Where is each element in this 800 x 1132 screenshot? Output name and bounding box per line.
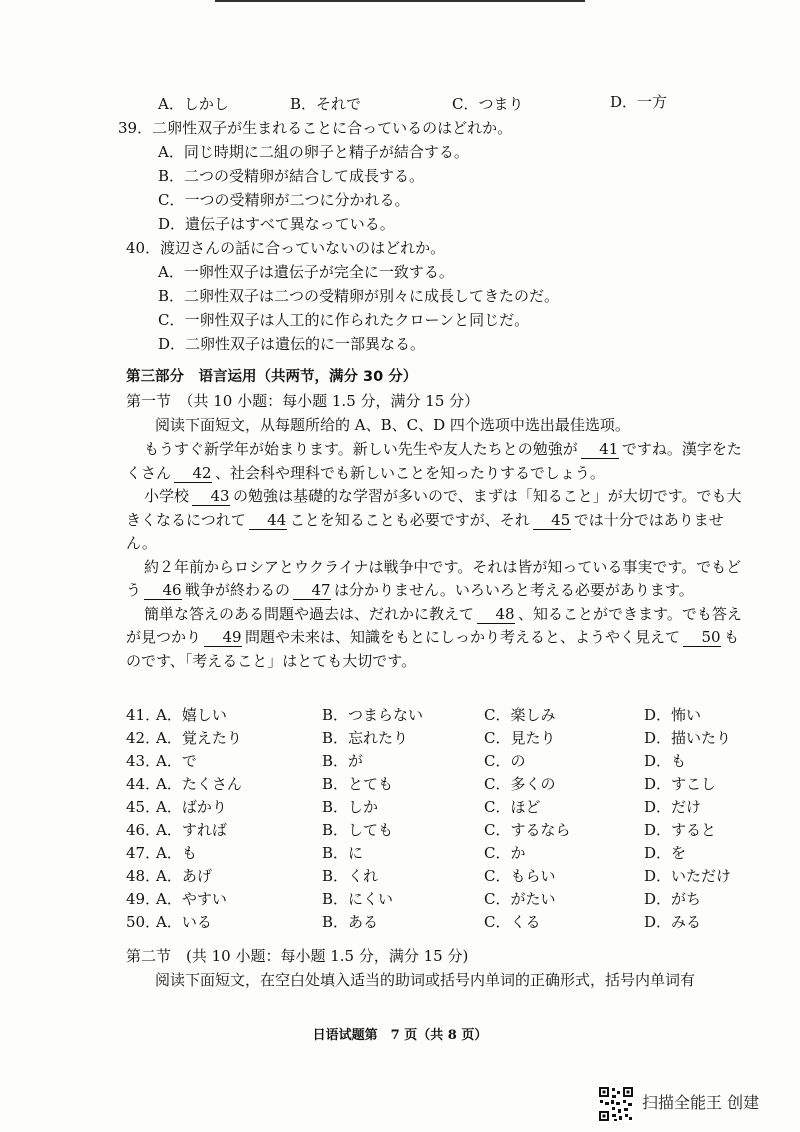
q40-stem: 40．渡辺さんの話に合っていないのはどれか。	[126, 239, 446, 257]
scanner-watermark: 扫描全能王 创建	[642, 1093, 760, 1112]
blank-43: 43	[192, 488, 230, 506]
q39-option-b: B．二つの受精卵が結合して成長する。	[158, 167, 425, 185]
blank-42: 42	[174, 465, 212, 483]
blank-44: 44	[249, 512, 287, 530]
option-row-43: 43． A．で B．が C．の D．も	[126, 752, 687, 770]
q39-option-d: D．遺伝子はすべて異なっている。	[158, 215, 395, 233]
q40-option-a: A．一卵性双子は遺伝子が完全に一致する。	[158, 263, 454, 281]
passage-paragraph-1: もうすぐ新学年が始まります。新しい先生や友人たちとの勉強が 41 ですね。漢字をたくさん 42 、社会科や理科でも新しいことを知ったりするでしょう。	[126, 440, 742, 482]
option-row-50: 50． A．いる B．ある C．くる D．みる	[126, 913, 702, 931]
blank-45: 45	[533, 512, 571, 530]
section1-title: 第一节 （共 10 小题：每小题 1.5 分，满分 15 分）	[126, 392, 480, 410]
option-row-44: 44． A．たくさん B．とても C．多くの D．すこし	[126, 775, 717, 793]
option-row-47: 47． A．も B．に C．か D．を	[126, 844, 687, 862]
blank-47: 47	[293, 582, 331, 600]
q39-option-a: A．同じ時期に二組の卵子と精子が結合する。	[158, 143, 469, 161]
q39-stem: 39．二卵性双子が生まれることに合っているのはどれか。	[118, 119, 513, 137]
passage-paragraph-4: 簡単な答えのある問題や過去は、だれかに教えて 48 、知ることができます。でも答えが見つかり 49 問題や未来は、知識をもとにしっかり考えると、ようやく見えて 50 ものです、「考えること」はとても大切です。	[126, 604, 742, 670]
section2-title: 第二节 (共 10 小题：每小题 1.5 分，满分 15 分)	[126, 947, 469, 965]
page-footer: 日语试题第 7 页（共 8 页）	[312, 1028, 488, 1043]
passage-paragraph-3: 約２年前からロシアとウクライナは戦争中です。それは皆が知っている事実です。でもどう 46 戦争が終わるの 47 は分かりません。いろいろと考える必要があります。	[126, 557, 742, 599]
blank-48: 48	[477, 606, 515, 624]
blank-46: 46	[144, 582, 182, 600]
q38-option-a: A．しかし	[158, 95, 229, 113]
q40-option-d: D．二卵性双子は遺伝的に一部異なる。	[158, 335, 426, 353]
option-row-42: 42． A．覚えたり B．忘れたり C．見たり D．描いたり	[126, 729, 732, 747]
top-edge-line	[215, 0, 585, 2]
option-row-48: 48． A．あげ B．くれ C．もらい D．いただけ	[126, 867, 732, 885]
option-row-41: 41． A．嬉しい B．つまらない C．楽しみ D．怖い	[126, 706, 702, 724]
option-row-46: 46． A．すれば B．しても C．するなら D．すると	[126, 821, 717, 839]
q38-option-c: C．つまり	[452, 95, 524, 113]
passage-paragraph-2: 小学校 43 の勉強は基礎的な学習が多いので、まずは「知ること」が大切です。でも大きくなるにつれて 44 ことを知ることも必要ですが、それ 45 では十分ではありません。	[126, 487, 742, 552]
blank-41: 41	[581, 441, 619, 459]
blank-49: 49	[204, 629, 242, 647]
q40-option-b: B．二卵性双子は二つの受精卵が別々に成長してきたのだ。	[158, 287, 560, 305]
section2-instruction: 阅读下面短文，在空白处填入适当的助词或括号内单词的正确形式，括号内单词有	[155, 971, 696, 989]
option-row-49: 49． A．やすい B．にくい C．がたい D．がち	[126, 890, 702, 908]
q38-option-b: B．それで	[290, 95, 362, 113]
section1-instruction: 阅读下面短文，从每题所给的 A、B、C、D 四个选项中选出最佳选项。	[155, 416, 630, 434]
blank-50: 50	[683, 629, 721, 647]
part3-title: 第三部分 语言运用（共两节，满分 30 分）	[126, 369, 418, 385]
cloze-passage	[126, 438, 751, 673]
option-row-45: 45． A．ばかり B．しか C．ほど D．だけ	[126, 798, 702, 816]
q40-option-c: C．一卵性双子は人工的に作られたクローンと同じだ。	[158, 311, 530, 329]
q39-option-c: C．一つの受精卵が二つに分かれる。	[158, 191, 410, 209]
q38-option-d: D．一方	[610, 93, 668, 111]
qr-code-icon	[598, 1086, 634, 1122]
